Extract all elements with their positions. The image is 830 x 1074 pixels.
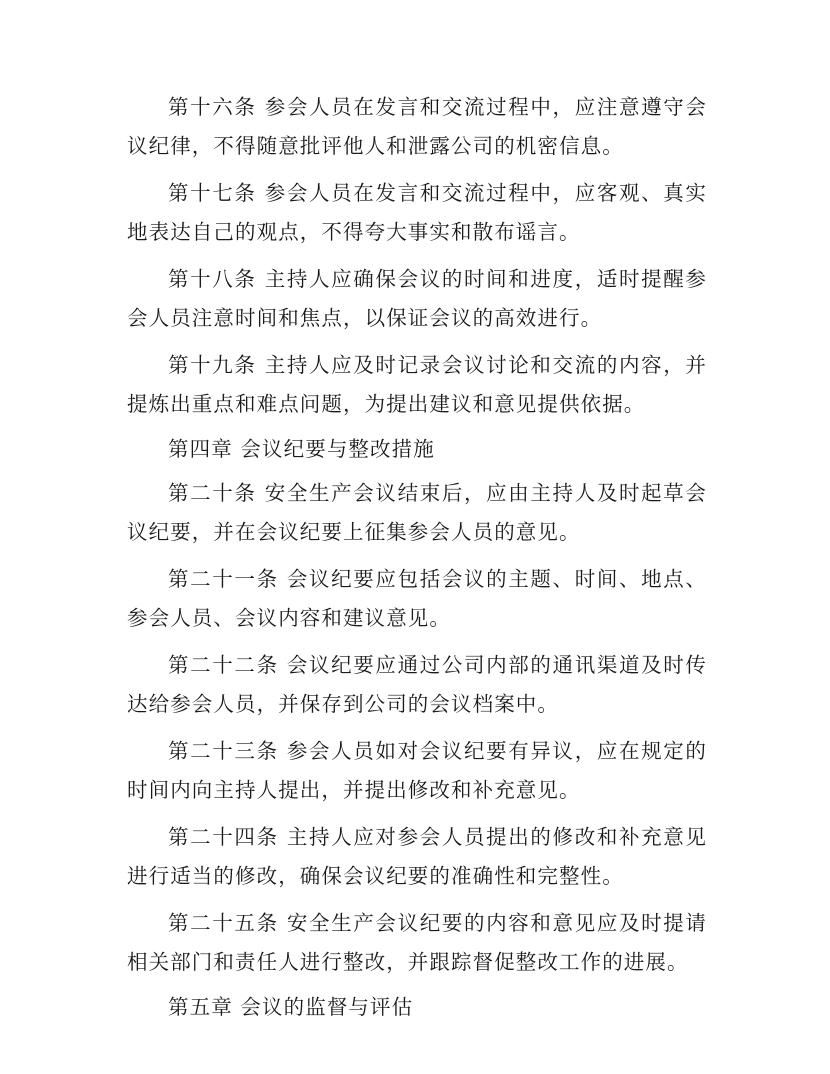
- document-body: [127, 88, 707, 1027]
- article-18: 第十八条 主持人应确保会议的时间和进度，适时提醒参会人员注意时间和焦点，以保证会议的高效进行。: [127, 267, 707, 330]
- article-24: 第二十四条 主持人应对参会人员提出的修改和补充意见进行适当的修改，确保会议纪要的准确性和完整性。: [127, 825, 707, 888]
- article-21: 第二十一条 会议纪要应包括会议的主题、时间、地点、参会人员、会议内容和建议意见。: [127, 567, 707, 630]
- article-19: 第十九条 主持人应及时记录会议讨论和交流的内容，并提炼出重点和难点问题，为提出建议和意见提供依据。: [127, 353, 707, 416]
- article-23: 第二十三条 参会人员如对会议纪要有异议，应在规定的时间内向主持人提出，并提出修改和补充意见。: [127, 739, 707, 802]
- article-17: 第十七条 参会人员在发言和交流过程中，应客观、真实地表达自己的观点，不得夸大事实和散布谣言。: [127, 181, 707, 244]
- article-25: 第二十五条 安全生产会议纪要的内容和意见应及时提请相关部门和责任人进行整改，并跟踪督促整改工作的进展。: [127, 911, 707, 974]
- article-22: 第二十二条 会议纪要应通过公司内部的通讯渠道及时传达给参会人员，并保存到公司的会议档案中。: [127, 653, 707, 716]
- chapter-4-heading: 第四章 会议纪要与整改措施: [168, 437, 435, 461]
- chapter-5-heading: 第五章 会议的监督与评估: [168, 995, 414, 1019]
- article-16: 第十六条 参会人员在发言和交流过程中，应注意遵守会议纪律，不得随意批评他人和泄露公司的机密信息。: [127, 95, 707, 158]
- article-20: 第二十条 安全生产会议结束后，应由主持人及时起草会议纪要，并在会议纪要上征集参会人员的意见。: [127, 481, 707, 544]
